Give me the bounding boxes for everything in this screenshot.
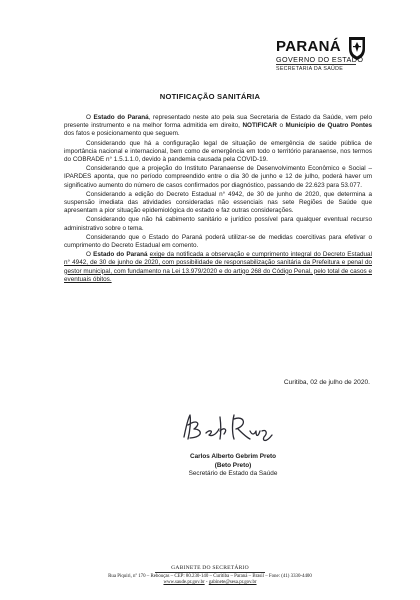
footer-contacts bbox=[0, 580, 420, 586]
footer-divider bbox=[155, 572, 265, 573]
signer-role: Secretário de Estado da Saúde bbox=[188, 470, 278, 478]
paragraph-projection: Considerando que a projeção do Instituto Paranaense de Desenvolvimento Econômico e Social – IPARDES aponta, que no período compreendido entre o dia 30 de junho e 12 de julho, poderá haver um significativo aumento do número de casos confirmados por diagnóstico, passando de 22.623 para 53.077. bbox=[64, 165, 372, 189]
footer-website-link[interactable]: www.saude.pr.gov.br bbox=[163, 580, 205, 585]
paragraph-requirement: O Estado do Paraná exige da notificada a observação e cumprimento integral do Decreto Estadual n° 4942, de 30 de junho de 2020, com possibilidade de responsabilização sanitária da Prefeitura e penal do gestor municipal, com fundamento na Lei 13.979/2020 e do artigo 268 do Código Penal, pelo total de casos e eventuais óbitos. bbox=[64, 251, 372, 283]
signer-nickname: (Beto Preto) bbox=[214, 461, 252, 469]
logo-secretariat-label: SECRETARIA DA SAÚDE bbox=[276, 66, 344, 72]
footer-email-link[interactable]: gabinete@sesa.pr.gov.br bbox=[208, 580, 257, 585]
paragraph-decree: Considerando a edição do Decreto Estadual n° 4942, de 30 de junho de 2020, que determina a suspensão imediata das atividades consideradas não essenciais nas sete Regiões de Saúde que apresentam a pior situação epidemiológica do estado e faz outras considerações. bbox=[64, 190, 372, 215]
paragraph-notification: O Estado do Paraná, representado neste ato pela sua Secretaria de Estado da Saúde, vem pelo presente instrumento e na melhor forma admitida em direito, NOTIFICAR o Município de Quatro Pontes dos fatos e posicionamento que seguem. bbox=[64, 114, 373, 138]
footer-address: Rua Piquiri, nº 170 – Rebouças – CEP: 80.230-140 – Curitiba – Paraná – Brasil – Fone: (41) 3330-4400 bbox=[108, 574, 312, 579]
logo-wordmark: PARANÁ bbox=[276, 38, 341, 55]
signer-name: Carlos Alberto Gebrim Preto bbox=[189, 453, 277, 460]
paragraph-emergency: Considerando que há a configuração legal de situação de emergência de saúde pública de importância nacional e internacional, bem como de emergência em todo o território paranaense, nos termos do COBRADE n° 1.5.1.1.0, devido à pandemia causada pela COVID-19. bbox=[64, 139, 372, 164]
footer-office-title: GABINETE DO SECRETÁRIO bbox=[171, 565, 249, 571]
parana-government-logo bbox=[276, 38, 386, 84]
document-title: NOTIFICAÇÃO SANITÁRIA bbox=[159, 92, 261, 101]
logo-divider bbox=[276, 64, 356, 65]
paragraph-coercive-measures: Considerando que o Estado do Paraná poderá utilizar-se de medidas coercitivas para efetivar o cumprimento do Decreto Estadual em comento. bbox=[64, 233, 372, 250]
document-body bbox=[64, 114, 372, 285]
paragraph-appeal: Considerando que não há cabimento sanitário e jurídico possível para qualquer eventual recurso administrativo sobre o tema. bbox=[64, 216, 372, 232]
footer-separator: - bbox=[204, 580, 209, 585]
logo-government-label: GOVERNO DO ESTADO bbox=[276, 55, 364, 64]
page-footer bbox=[0, 565, 420, 586]
document-date: Curitiba, 02 de julho de 2020. bbox=[283, 379, 370, 386]
handwritten-signature bbox=[176, 409, 286, 445]
signer-block bbox=[168, 453, 298, 479]
